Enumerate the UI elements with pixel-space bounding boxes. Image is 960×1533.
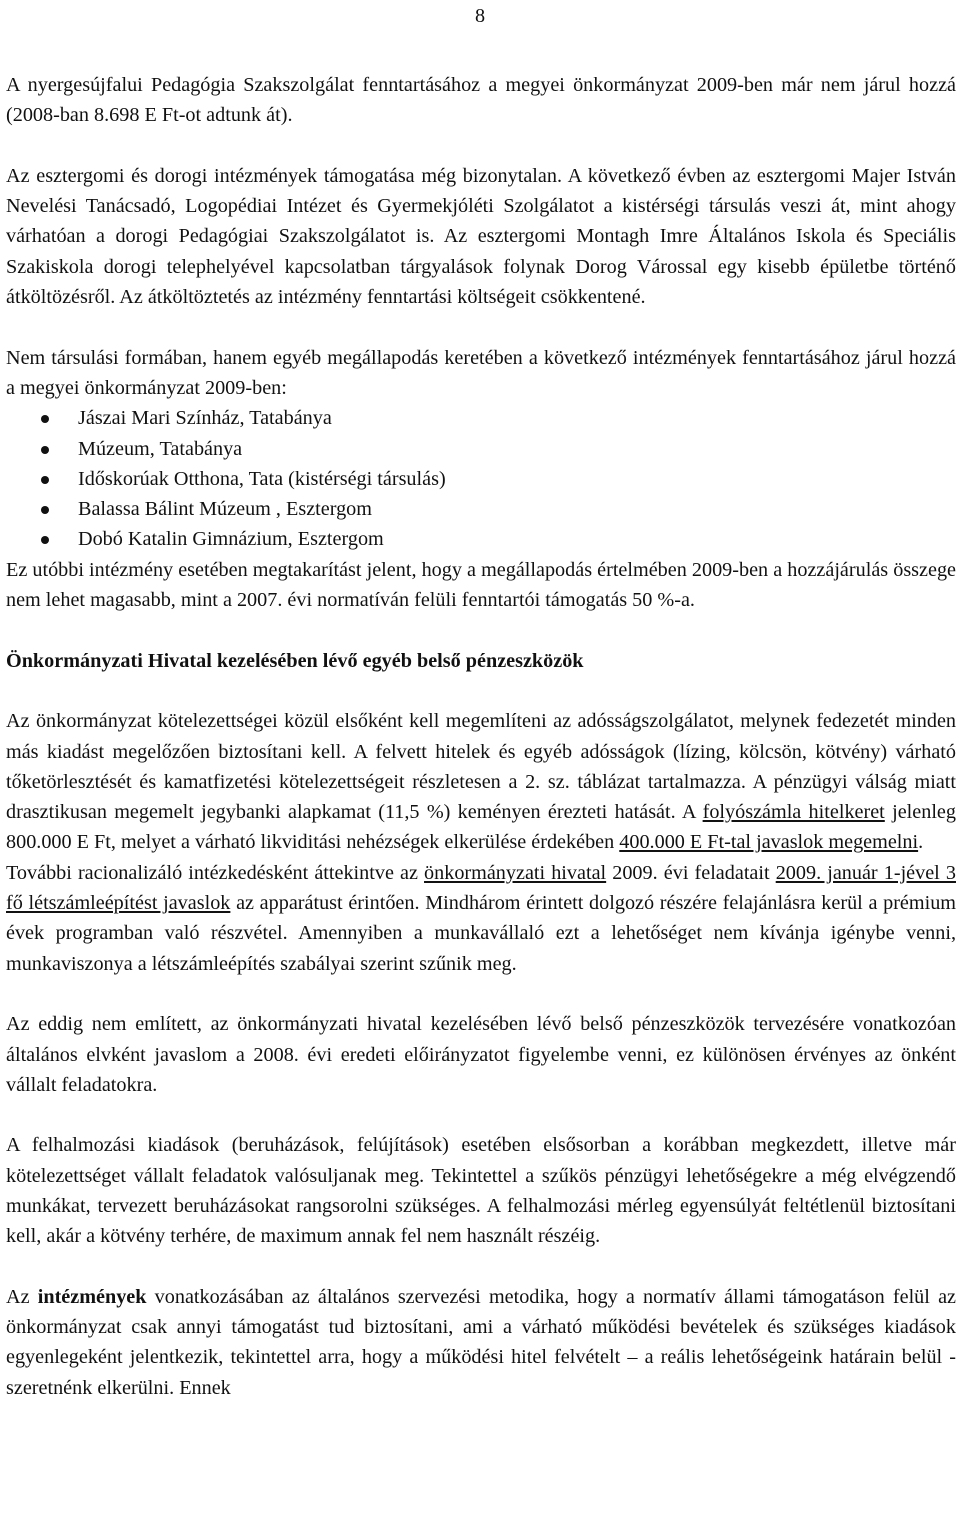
text-run: jelenleg 800.000 E Ft, melyet a várható likviditási nehézségek elkerülése érdekében [6,801,956,854]
paragraph-dobo-savings: Ez utóbbi intézmény esetében megtakarítást jelent, hogy a megállapodás értelmében 2009-ben a hozzájárulás összege nem lehet magasabb, mint a 2007. évi normatíván felüli fenntartói támogatás 50 %-a. [6,558,956,612]
spacer [6,979,956,1009]
paragraph-capital-expenditure: A felhalmozási kiadások (beruházások, felújítások) esetében elsősorban a korábban megkezdett, illetve már kötelezettséget vállalt feladatok valósuljanak meg. Tekintettel a szűkös pénzügyi lehetőségekre a még elvégzendő munkákat, tervezett beruházásokat rangsorolni szükséges. A felhalmozási mérleg egyensúlyát feltétlenül biztosítani kell, akár a kötvény terhére, de maximum annak fel nem használt részéig. [6,1134,956,1248]
spacer [6,676,956,706]
document-body [6,70,956,1403]
list-item: Múzeum, Tatabánya [6,434,956,464]
spacer [6,615,956,645]
text-run: vonatkozásában az általános szervezési metodika, hogy a normatív állami támogatáson felül az önkormányzat csak annyi támogatást tud biztosítani, ami a várható működési bevételek és szükséges kiadások egyenlegeként jelentkezik, tekintettel arra, hogy a működési hitel felvételt – a reális lehetőségeink határain belül - szeretnénk elkerülni. Ennek [6,1285,956,1399]
text-run: az apparátust érintően. Mindhárom érintett dolgozó részére felajánlásra kerül a prémium évek programban való részvétel. Amennyiben a munkavállaló ezt a lehetőséget nem kívánja igénybe venni, munkaviszonya a létszámleépítés szabályai szerint szűnik meg. [6,892,956,975]
paragraph-pedagogia: A nyergesújfalui Pedagógia Szakszolgálat fenntartásához a megyei önkormányzat 2009-ben már nem járul hozzá (2008-ban 8.698 E Ft-ot adtunk át). [6,74,956,127]
list-item: Időskorúak Otthona, Tata (kistérségi társulás) [6,464,956,494]
underlined-text: 2009. január 1-jével 3 fő létszámleépítést javaslok [6,861,956,915]
paragraph-internal-funds: Az eddig nem említett, az önkormányzati hivatal kezelésében lévő belső pénzeszközök tervezésére vonatkozóan általános elvként javaslom a 2008. évi eredeti előirányzatot figyelembe venni, ez különösen érvényes az önként vállalt feladatokra. [6,1013,956,1096]
underlined-text: önkormányzati hivatal [424,861,607,884]
bold-text: intézmények [37,1285,147,1308]
paragraph-esztergom-dorog: Az esztergomi és dorogi intézmények támogatása még bizonytalan. A következő évben az esztergomi Majer István Nevelési Tanácsadó, Logopédiai Intézet és Gyermekjóléti Szolgálatot a kistérségi társulás veszi át, mint ahogy várhatóan a dorogi Pedagógiai Szakszolgálatot is. Az esztergomi Montagh Imre Általános Iskola és Speciális Szakiskola dorogi telephelyével kapcsolatban tárgyalások folynak Dorog Várossal egy kisebb épületbe történő átköltözésről. Az átköltöztetés az intézmény fenntartási költségeit csökkentené. [6,164,956,309]
paragraph-institutions [6,1282,956,1403]
text-run: További racionalizáló intézkedésként áttekintve az [6,861,425,884]
paragraph-agreement-intro: Nem társulási formában, hanem egyéb megállapodás keretében a következő intézmények fenntartásához járul hozzá a megyei önkormányzat 2009-ben: [6,346,956,399]
institution-list [6,403,956,554]
spacer [6,131,956,161]
list-item: Dobó Katalin Gimnázium, Esztergom [6,524,956,554]
spacer [6,1100,956,1130]
text-run: 2009. évi feladatait [606,861,776,884]
text-run: Az önkormányzat kötelezettségei közül elsőként kell megemlíteni az adósságszolgálatot, melynek fedezetét minden más kiadást megelőzően biztosítani kell. A felvett hitelek és egyéb adósságok (lízing, kölcsön, kötvény) várható tőketörlesztését és kamatfizetési kötelezettségeit részletesen a 2. sz. táblázat tartalmazza. A pénzügyi válság miatt drasztikusan megemelt jegybanki alapkamat (11,5 %) keményen érezteti hatását. A [6,710,956,824]
list-item: Balassa Bálint Múzeum , Esztergom [6,494,956,524]
text-run: . [918,831,924,854]
spacer [6,1252,956,1282]
section-heading: Önkormányzati Hivatal kezelésében lévő egyéb belső pénzeszközök [6,649,584,672]
list-item: Jászai Mari Színház, Tatabánya [6,403,956,433]
page-number: 8 [475,5,486,27]
text-run: Az [6,1285,38,1308]
spacer [6,312,956,342]
underlined-text: 400.000 E Ft-tal javaslok megemelni [619,831,919,854]
paragraph-debt-service [6,706,956,857]
underlined-text: folyószámla hitelkeret [702,801,885,824]
paragraph-rationalization [6,858,956,979]
